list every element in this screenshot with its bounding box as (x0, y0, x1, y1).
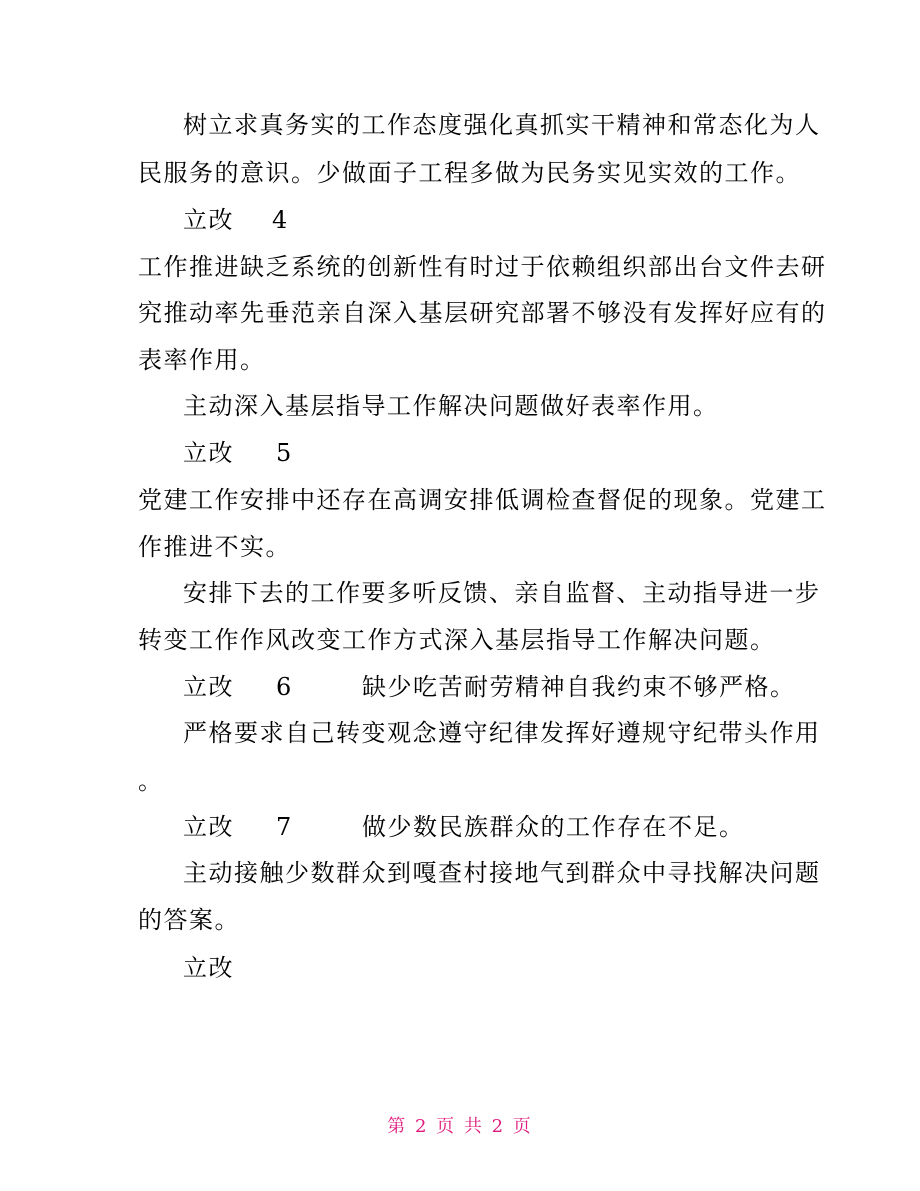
item-6-text: 缺少吃苦耐劳精神自我约束不够严格。 (362, 673, 796, 701)
item-7-label: 立改 (183, 813, 234, 841)
item-7-text: 做少数民族群众的工作存在不足。 (362, 813, 745, 841)
paragraph-2-line-3: 表率作用。 (138, 346, 266, 374)
paragraph-6-line-2: 。 (138, 767, 164, 795)
paragraph-7-line-1: 主动接触少数群众到嘎查村接地气到群众中寻找解决问题 (183, 859, 821, 887)
item-5-label: 立改 (183, 439, 234, 467)
item-6-label: 立改 (183, 673, 234, 701)
item-8-label: 立改 (183, 954, 234, 982)
item-4-heading (0, 205, 920, 235)
item-5-heading (0, 438, 920, 468)
paragraph-4-line-1: 党建工作安排中还存在高调安排低调检查督促的现象。党建工 (138, 486, 827, 514)
paragraph-1-line-2: 民服务的意识。少做面子工程多做为民务实见实效的工作。 (138, 159, 801, 187)
paragraph-5-line-1: 安排下去的工作要多听反馈、亲自监督、主动指导进一步 (183, 579, 821, 607)
paragraph-2-line-1: 工作推进缺乏系统的创新性有时过于依赖组织部出台文件去研 (138, 253, 827, 281)
paragraph-2-line-2: 究推动率先垂范亲自深入基层研究部署不够没有发挥好应有的 (138, 299, 827, 327)
item-6-number: 6 (276, 673, 292, 701)
paragraph-7-line-2: 的答案。 (138, 906, 240, 934)
paragraph-4-line-2: 作推进不实。 (138, 533, 291, 561)
paragraph-1-line-1: 树立求真务实的工作态度强化真抓实干精神和常态化为人 (183, 111, 821, 139)
item-7-heading (0, 812, 920, 842)
item-6-heading (0, 672, 920, 702)
paragraph-3-line-1: 主动深入基层指导工作解决问题做好表率作用。 (183, 392, 719, 420)
paragraph-5-line-2: 转变工作作风改变工作方式深入基层指导工作解决问题。 (138, 626, 776, 654)
item-7-number: 7 (276, 813, 292, 841)
item-4-number: 4 (272, 206, 288, 234)
item-5-number: 5 (276, 439, 292, 467)
paragraph-6-line-1: 严格要求自己转变观念遵守纪律发挥好遵规守纪带头作用 (183, 719, 821, 747)
page-footer: 第 2 页 共 2 页 (387, 1116, 533, 1137)
item-4-label: 立改 (183, 206, 234, 234)
